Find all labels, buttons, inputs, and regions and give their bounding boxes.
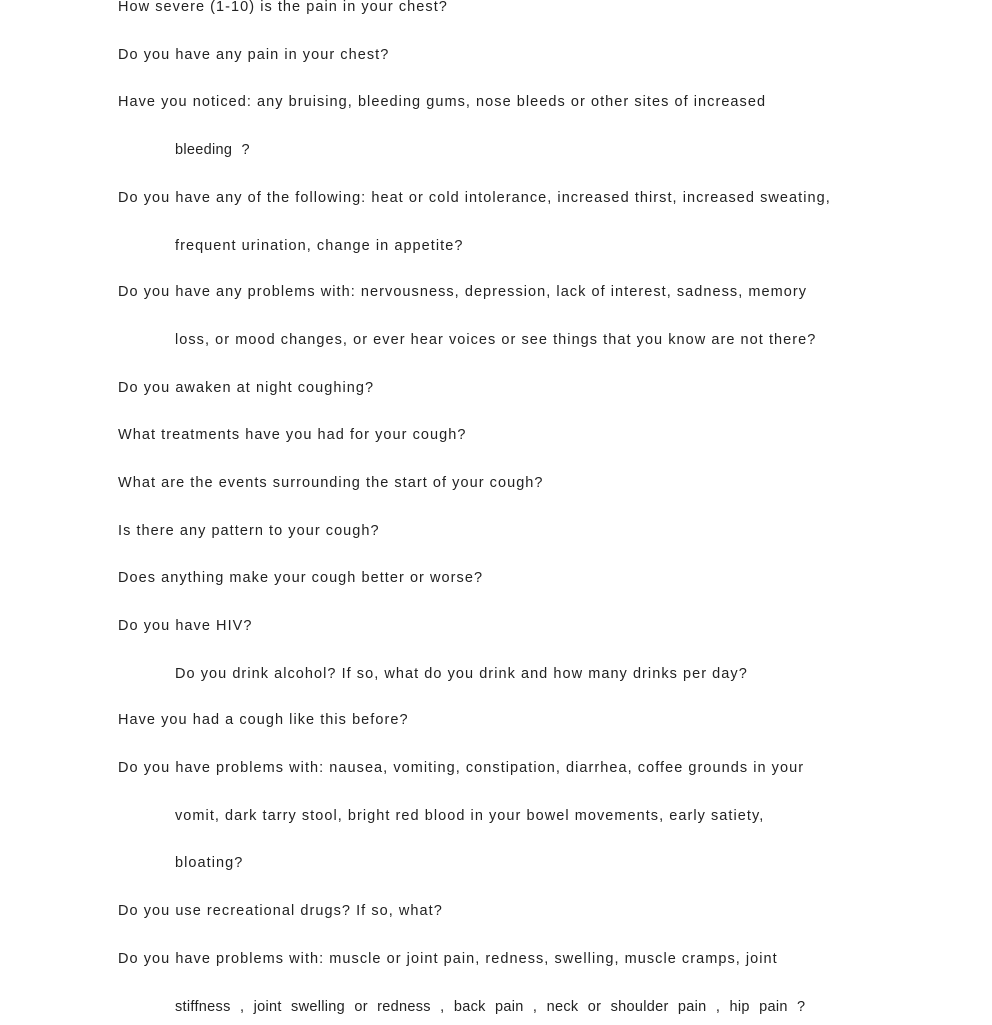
question-continuation: loss, or mood changes, or ever hear voices or see things that you know are not there?: [175, 332, 817, 348]
question-line: Is there any pattern to your cough?: [118, 523, 380, 539]
question-line: Do you use recreational drugs? If so, what?: [118, 903, 443, 919]
question-line: Do you have HIV?: [118, 618, 253, 634]
question-line: Do you have problems with: nausea, vomiting, constipation, diarrhea, coffee grounds in your: [118, 760, 805, 776]
question-line: Do you awaken at night coughing?: [118, 380, 375, 396]
question-line: Have you had a cough like this before?: [118, 712, 409, 728]
question-line: Do you have any pain in your chest?: [118, 47, 390, 63]
question-continuation: bleeding ?: [175, 142, 250, 158]
question-line: Do you drink alcohol? If so, what do you drink and how many drinks per day?: [175, 666, 748, 682]
question-line: Do you have any of the following: heat or cold intolerance, increased thirst, increased sweating,: [118, 190, 831, 206]
question-continuation: stiffness , joint swelling or redness , back pain , neck or shoulder pain , hip pain ?: [175, 999, 806, 1015]
question-line: What treatments have you had for your cough?: [118, 427, 467, 443]
question-line: Do you have problems with: muscle or joint pain, redness, swelling, muscle cramps, joint: [118, 951, 778, 967]
question-line: Have you noticed: any bruising, bleeding gums, nose bleeds or other sites of increased: [118, 94, 767, 110]
question-continuation: frequent urination, change in appetite?: [175, 238, 464, 254]
question-continuation: bloating?: [175, 855, 244, 871]
question-line: What are the events surrounding the start of your cough?: [118, 475, 544, 491]
question-line: How severe (1-10) is the pain in your chest?: [118, 0, 448, 15]
question-line: Does anything make your cough better or worse?: [118, 570, 484, 586]
question-continuation: vomit, dark tarry stool, bright red blood in your bowel movements, early satiety,: [175, 808, 765, 824]
question-line: Do you have any problems with: nervousness, depression, lack of interest, sadness, memory: [118, 284, 808, 300]
